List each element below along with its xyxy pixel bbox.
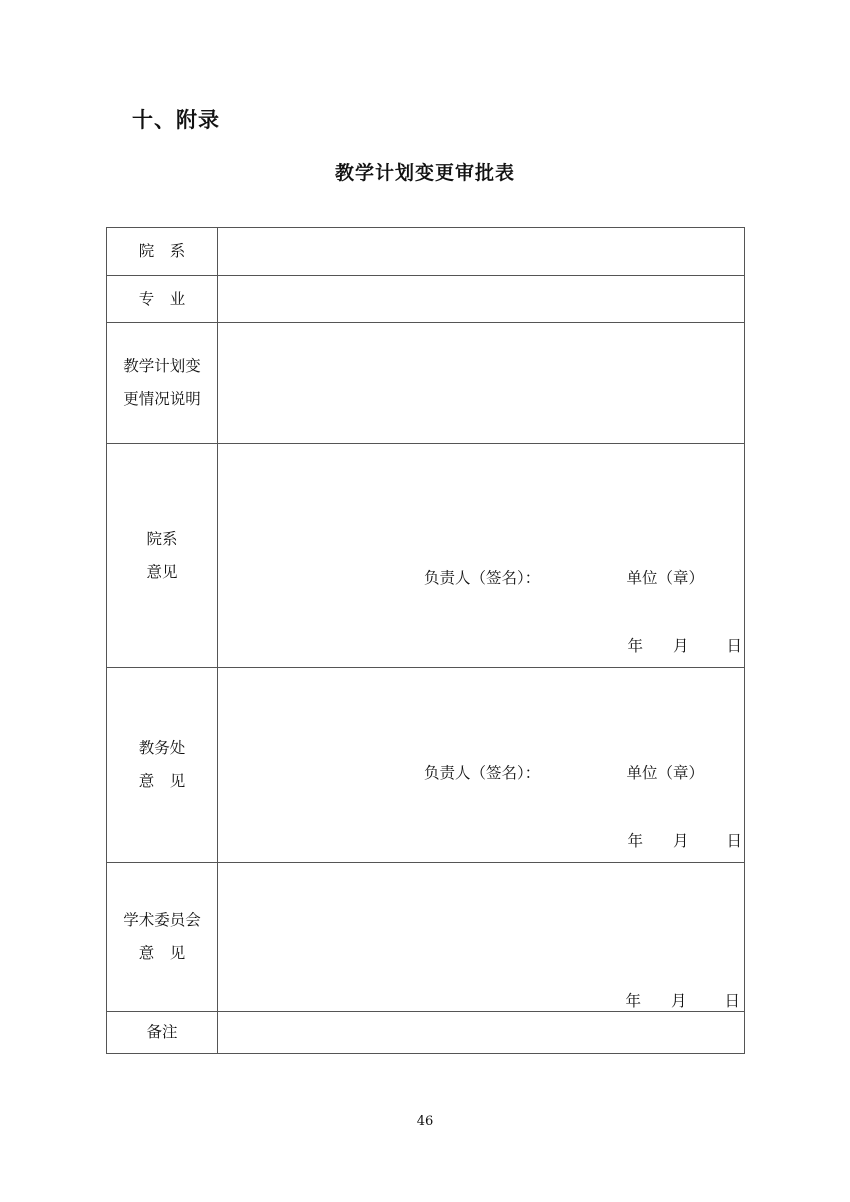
document-title: 教学计划变更审批表 xyxy=(334,162,515,184)
month-label: 月 xyxy=(672,832,689,850)
change-description-field[interactable] xyxy=(218,323,745,444)
remarks-label: 备注 xyxy=(107,1012,218,1054)
department-opinion-label-line2: 意见 xyxy=(146,562,178,581)
academic-affairs-opinion-label-line1: 教务处 xyxy=(138,739,186,757)
department-label: 院 系 xyxy=(107,228,218,276)
row-committee-opinion xyxy=(107,863,745,1012)
major-label: 专 业 xyxy=(107,276,218,323)
change-description-label-line1: 教学计划变 xyxy=(123,357,201,375)
committee-date-line xyxy=(625,989,740,1011)
row-academic-affairs-opinion xyxy=(107,668,745,863)
committee-opinion-field[interactable] xyxy=(218,863,745,1012)
remarks-field[interactable] xyxy=(218,1012,745,1054)
page-number: 46 xyxy=(416,1114,434,1129)
department-opinion-label-line1: 院系 xyxy=(146,529,178,548)
month-label: 月 xyxy=(670,992,687,1010)
section-heading: 十、附录 xyxy=(132,108,220,132)
academic-affairs-signature-line xyxy=(424,761,704,783)
department-opinion-field[interactable] xyxy=(218,444,745,668)
committee-opinion-label xyxy=(107,863,218,1012)
committee-opinion-label-line1: 学术委员会 xyxy=(123,911,201,929)
year-label: 年 xyxy=(627,637,643,655)
row-major xyxy=(107,276,745,323)
department-field[interactable] xyxy=(218,228,745,276)
change-description-label-line2: 更情况说明 xyxy=(123,390,201,408)
seal-label: 单位（章） xyxy=(626,764,704,782)
row-change-description xyxy=(107,323,745,444)
signature-label: 负责人（签名）： xyxy=(424,764,541,782)
day-label: 日 xyxy=(726,832,742,850)
committee-opinion-label-line2: 意 见 xyxy=(138,944,186,962)
day-label: 日 xyxy=(724,992,740,1010)
department-opinion-label xyxy=(107,444,218,668)
day-label: 日 xyxy=(726,637,742,655)
major-field[interactable] xyxy=(218,276,745,323)
seal-label: 单位（章） xyxy=(626,569,704,587)
row-remarks xyxy=(107,1012,745,1054)
department-opinion-date-line xyxy=(627,634,742,656)
approval-form-table xyxy=(106,227,745,1054)
academic-affairs-opinion-label xyxy=(107,668,218,863)
row-department-opinion xyxy=(107,444,745,668)
department-opinion-signature-line xyxy=(424,566,704,588)
year-label: 年 xyxy=(625,992,641,1010)
academic-affairs-opinion-field[interactable] xyxy=(218,668,745,863)
month-label: 月 xyxy=(672,637,689,655)
academic-affairs-date-line xyxy=(627,829,742,851)
row-department xyxy=(107,228,745,276)
academic-affairs-opinion-label-line2: 意 见 xyxy=(138,772,186,790)
change-description-label xyxy=(107,323,218,444)
year-label: 年 xyxy=(627,832,643,850)
signature-label: 负责人（签名）： xyxy=(424,569,541,587)
